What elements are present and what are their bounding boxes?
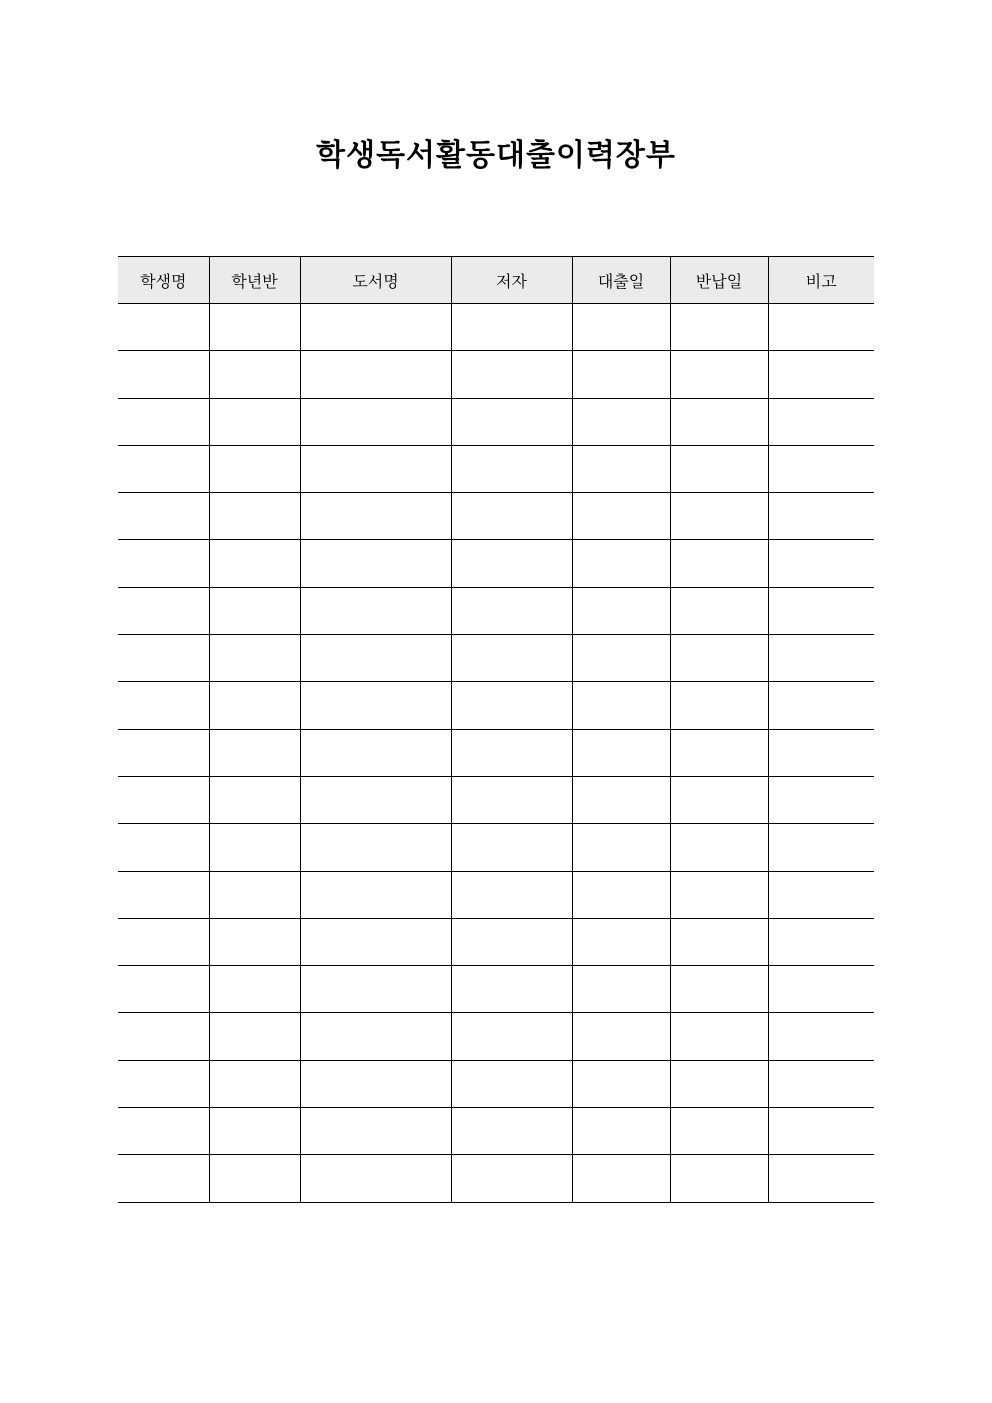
- table-cell: [118, 871, 209, 918]
- table-cell: [118, 398, 209, 445]
- table-cell: [300, 445, 451, 492]
- table-cell: [670, 966, 768, 1013]
- table-cell: [300, 729, 451, 776]
- table-cell: [209, 635, 300, 682]
- table-cell: [209, 304, 300, 351]
- table-cell: [118, 540, 209, 587]
- table-cell: [451, 587, 572, 634]
- table-cell: [572, 1013, 670, 1060]
- table-cell: [670, 304, 768, 351]
- table-cell: [209, 729, 300, 776]
- table-cell: [768, 493, 874, 540]
- table-cell: [118, 304, 209, 351]
- table-cell: [768, 351, 874, 398]
- column-header-grade-class: 학년반: [209, 257, 300, 304]
- table-cell: [572, 587, 670, 634]
- table-cell: [451, 351, 572, 398]
- table-cell: [451, 824, 572, 871]
- table-cell: [300, 871, 451, 918]
- column-header-student-name: 학생명: [118, 257, 209, 304]
- table-cell: [118, 824, 209, 871]
- table-cell: [209, 1155, 300, 1202]
- table-cell: [768, 1013, 874, 1060]
- page-title: 학생독서활동대출이력장부: [316, 138, 676, 173]
- table-cell: [768, 871, 874, 918]
- table-cell: [768, 635, 874, 682]
- table-cell: [118, 1013, 209, 1060]
- table-cell: [572, 966, 670, 1013]
- table-cell: [768, 776, 874, 823]
- column-header-return-date: 반납일: [670, 257, 768, 304]
- table-cell: [572, 540, 670, 587]
- table-cell: [118, 587, 209, 634]
- table-cell: [572, 398, 670, 445]
- table-cell: [209, 493, 300, 540]
- table-cell: [670, 1060, 768, 1107]
- table-cell: [451, 445, 572, 492]
- table-cell: [451, 1155, 572, 1202]
- table-cell: [118, 445, 209, 492]
- table-cell: [670, 729, 768, 776]
- table-row: [118, 445, 874, 492]
- table-cell: [451, 729, 572, 776]
- table-cell: [451, 1013, 572, 1060]
- table-cell: [572, 871, 670, 918]
- table-cell: [300, 635, 451, 682]
- table-cell: [300, 824, 451, 871]
- table-cell: [118, 493, 209, 540]
- table-cell: [209, 1108, 300, 1155]
- table-cell: [670, 824, 768, 871]
- table-cell: [118, 635, 209, 682]
- table-cell: [768, 729, 874, 776]
- table-cell: [670, 587, 768, 634]
- table-cell: [118, 966, 209, 1013]
- table-cell: [209, 1013, 300, 1060]
- table-cell: [768, 445, 874, 492]
- column-header-loan-date: 대출일: [572, 257, 670, 304]
- table-cell: [572, 776, 670, 823]
- table-cell: [300, 351, 451, 398]
- table-cell: [670, 540, 768, 587]
- table-cell: [300, 1013, 451, 1060]
- table-cell: [300, 304, 451, 351]
- table-cell: [670, 776, 768, 823]
- table-row: [118, 682, 874, 729]
- table-cell: [118, 776, 209, 823]
- table-cell: [768, 304, 874, 351]
- column-header-book-title: 도서명: [300, 257, 451, 304]
- table-cell: [209, 966, 300, 1013]
- table-cell: [768, 1108, 874, 1155]
- table-cell: [572, 493, 670, 540]
- table-cell: [451, 1060, 572, 1107]
- table-cell: [670, 918, 768, 965]
- table-cell: [572, 304, 670, 351]
- table-cell: [572, 635, 670, 682]
- table-cell: [670, 1108, 768, 1155]
- table-cell: [300, 1155, 451, 1202]
- table-cell: [768, 1155, 874, 1202]
- table-row: [118, 1155, 874, 1202]
- table-row: [118, 635, 874, 682]
- table-cell: [300, 493, 451, 540]
- table-cell: [670, 398, 768, 445]
- table-cell: [451, 776, 572, 823]
- table-cell: [670, 1013, 768, 1060]
- table-row: [118, 351, 874, 398]
- table-row: [118, 776, 874, 823]
- table-cell: [451, 682, 572, 729]
- table-cell: [451, 1108, 572, 1155]
- table-cell: [209, 682, 300, 729]
- table-cell: [300, 1060, 451, 1107]
- table-cell: [768, 398, 874, 445]
- table-cell: [572, 682, 670, 729]
- table-cell: [572, 729, 670, 776]
- table-row: [118, 493, 874, 540]
- table-cell: [670, 351, 768, 398]
- table-row: [118, 966, 874, 1013]
- table-cell: [768, 918, 874, 965]
- table-cell: [209, 776, 300, 823]
- table-cell: [670, 635, 768, 682]
- table-cell: [572, 445, 670, 492]
- table-cell: [209, 824, 300, 871]
- table-cell: [768, 1060, 874, 1107]
- table-cell: [451, 398, 572, 445]
- table-cell: [118, 1060, 209, 1107]
- table-header-row: [118, 257, 874, 304]
- table-cell: [118, 729, 209, 776]
- table-row: [118, 871, 874, 918]
- table-cell: [670, 445, 768, 492]
- table-cell: [572, 1060, 670, 1107]
- table-cell: [670, 871, 768, 918]
- table-cell: [572, 351, 670, 398]
- table-cell: [209, 871, 300, 918]
- table-body: [118, 304, 874, 1203]
- table-row: [118, 918, 874, 965]
- table-cell: [300, 776, 451, 823]
- table-cell: [572, 1108, 670, 1155]
- table-cell: [451, 493, 572, 540]
- table-cell: [300, 966, 451, 1013]
- table-cell: [451, 918, 572, 965]
- table-row: [118, 304, 874, 351]
- table-cell: [768, 824, 874, 871]
- table-cell: [451, 635, 572, 682]
- table-cell: [209, 918, 300, 965]
- table-cell: [572, 1155, 670, 1202]
- table-cell: [670, 493, 768, 540]
- table-cell: [118, 918, 209, 965]
- table-cell: [451, 871, 572, 918]
- table-row: [118, 1013, 874, 1060]
- table-cell: [451, 540, 572, 587]
- table-cell: [768, 540, 874, 587]
- table-row: [118, 398, 874, 445]
- table-cell: [572, 824, 670, 871]
- column-header-author: 저자: [451, 257, 572, 304]
- table-row: [118, 729, 874, 776]
- table-cell: [670, 682, 768, 729]
- table-cell: [300, 1108, 451, 1155]
- table-cell: [300, 398, 451, 445]
- table-cell: [118, 351, 209, 398]
- table-cell: [300, 540, 451, 587]
- table-cell: [300, 918, 451, 965]
- table-cell: [209, 445, 300, 492]
- table-row: [118, 1108, 874, 1155]
- table-cell: [118, 682, 209, 729]
- table-cell: [451, 304, 572, 351]
- table-row: [118, 540, 874, 587]
- table-cell: [768, 966, 874, 1013]
- table-cell: [451, 966, 572, 1013]
- table-row: [118, 587, 874, 634]
- table-cell: [209, 540, 300, 587]
- table-cell: [768, 682, 874, 729]
- table-cell: [300, 587, 451, 634]
- table-cell: [209, 587, 300, 634]
- loan-record-table: [118, 256, 874, 1203]
- table-cell: [209, 398, 300, 445]
- table-cell: [209, 1060, 300, 1107]
- table-cell: [118, 1108, 209, 1155]
- table-row: [118, 824, 874, 871]
- table-cell: [572, 918, 670, 965]
- table-cell: [768, 587, 874, 634]
- column-header-remarks: 비고: [768, 257, 874, 304]
- table-cell: [209, 351, 300, 398]
- table-cell: [670, 1155, 768, 1202]
- table-cell: [118, 1155, 209, 1202]
- table-cell: [300, 682, 451, 729]
- table-row: [118, 1060, 874, 1107]
